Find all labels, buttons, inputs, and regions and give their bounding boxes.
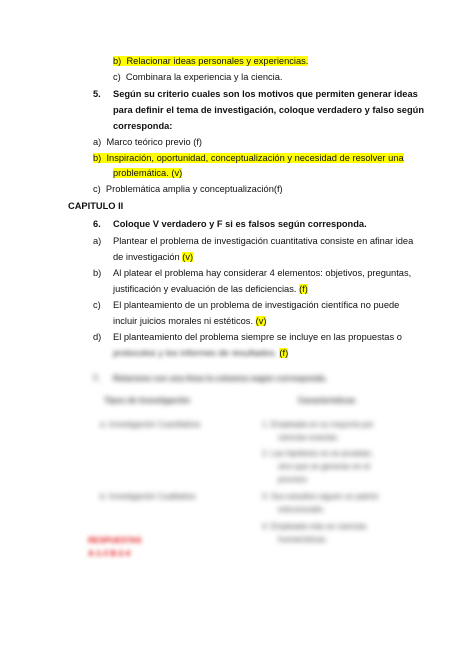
option-text: Relacionar ideas personales y experiencias. (126, 56, 309, 66)
q5-question-line3: corresponda: (113, 121, 173, 131)
q7-title: Relacione con una línea la columna según corresponda. (113, 374, 327, 383)
chapter-heading: CAPITULO II (68, 201, 124, 211)
answer-mark: (v) (255, 316, 267, 326)
option-text-line2: problemática. (v) (113, 168, 183, 178)
q7-right-3-line2: estructurado. (278, 505, 325, 514)
q6-number: 6. (93, 219, 101, 229)
q7-right-4-line2: humanísticas. (278, 535, 328, 544)
q5-question-line1 (113, 88, 418, 101)
option-text: protocolos y los informes de resultados. (113, 348, 277, 358)
q7-left-b: b. Investigación Cualitativa (100, 492, 196, 501)
q5-option-b-cont (113, 167, 182, 180)
q7-right-3-line1: 3. Sus estudios siguen un patrón (262, 492, 379, 501)
q5-number: 5. (93, 89, 101, 99)
option-text: Marco teórico previo (f) (106, 137, 203, 147)
q6-option-b-line2 (113, 283, 308, 296)
q5-question-line2: para definir el tema de investigación, coloque verdadero y falso según (113, 105, 425, 115)
q7-left-header: Tipos de Investigación (104, 396, 191, 405)
q6-option-d-line1: El planteamiento del problema siempre se incluye en las propuestas o (113, 332, 402, 342)
q6-option-b-line1: Al platear el problema hay considerar 4 elementos: objetivos, preguntas, (113, 268, 412, 278)
q7-right-2-line1: 2. Las hipótesis no se prueban, (262, 449, 374, 458)
option-label: c) (113, 72, 121, 82)
q7-right-1-line2: ciencias exactas. (278, 433, 339, 442)
answers-title: RESPUESTAS (88, 536, 142, 545)
q6-option-a-line2 (113, 251, 193, 264)
q6-option-d-line2 (113, 347, 288, 360)
option-label: b) (113, 56, 122, 66)
q6-option-d-label: d) (93, 332, 102, 342)
q6-option-a-line1: Plantear el problema de investigación cuantitativa consiste en afinar idea (113, 236, 414, 246)
answer-mark: (f) (279, 348, 289, 358)
q7-right-1-line1: 1. Empleada en su mayoría por (262, 420, 374, 429)
q6-option-c-line1: El planteamiento de un problema de investigación científica no puede (113, 300, 400, 310)
q7-right-2-line2: sino que se generan en el (278, 462, 371, 471)
option-text: incluir juicios morales ni estéticos. (113, 316, 254, 326)
q7-left-a: a. Investigación Cuantitativa (100, 420, 201, 429)
answers-values: A-1-3 B-2-4 (88, 549, 131, 558)
option-label: a) (93, 137, 102, 147)
q7-right-2-line3: proceso. (278, 475, 309, 484)
option-text: de investigación (113, 252, 180, 262)
answer-mark: (f) (299, 284, 308, 294)
q5-line1-text: Según su criterio cuales son los motivos que permiten generar ideas (113, 89, 418, 99)
q4-option-c (113, 71, 283, 84)
q6-title: Coloque V verdadero y F si es falsos según corresponda. (113, 219, 367, 229)
option-label: b) (93, 153, 102, 163)
answer-mark: (v) (182, 252, 194, 262)
q5-option-a (93, 136, 202, 149)
q6-option-c-label: c) (93, 300, 101, 310)
option-text: Problemática amplia y conceptualización(f) (105, 184, 283, 194)
option-text: Combinara la experiencia y la ciencia. (125, 72, 283, 82)
q7-right-4-line1: 4. Empleada más en ciencias (262, 522, 367, 531)
q6-option-b-label: b) (93, 268, 102, 278)
q5-option-b (93, 152, 404, 165)
option-text-line1: Inspiración, oportunidad, conceptualización y necesidad de resolver una (106, 153, 404, 163)
option-label: c) (93, 184, 101, 194)
q7-number: 7. (93, 374, 100, 383)
q5-option-c (93, 183, 283, 196)
q6-option-a-label: a) (93, 236, 102, 246)
q6-option-c-line2 (113, 315, 266, 328)
q7-right-header: Características (298, 396, 356, 405)
q4-option-b (113, 55, 308, 68)
option-text: justificación y evaluación de las deficiencias. (113, 284, 297, 294)
